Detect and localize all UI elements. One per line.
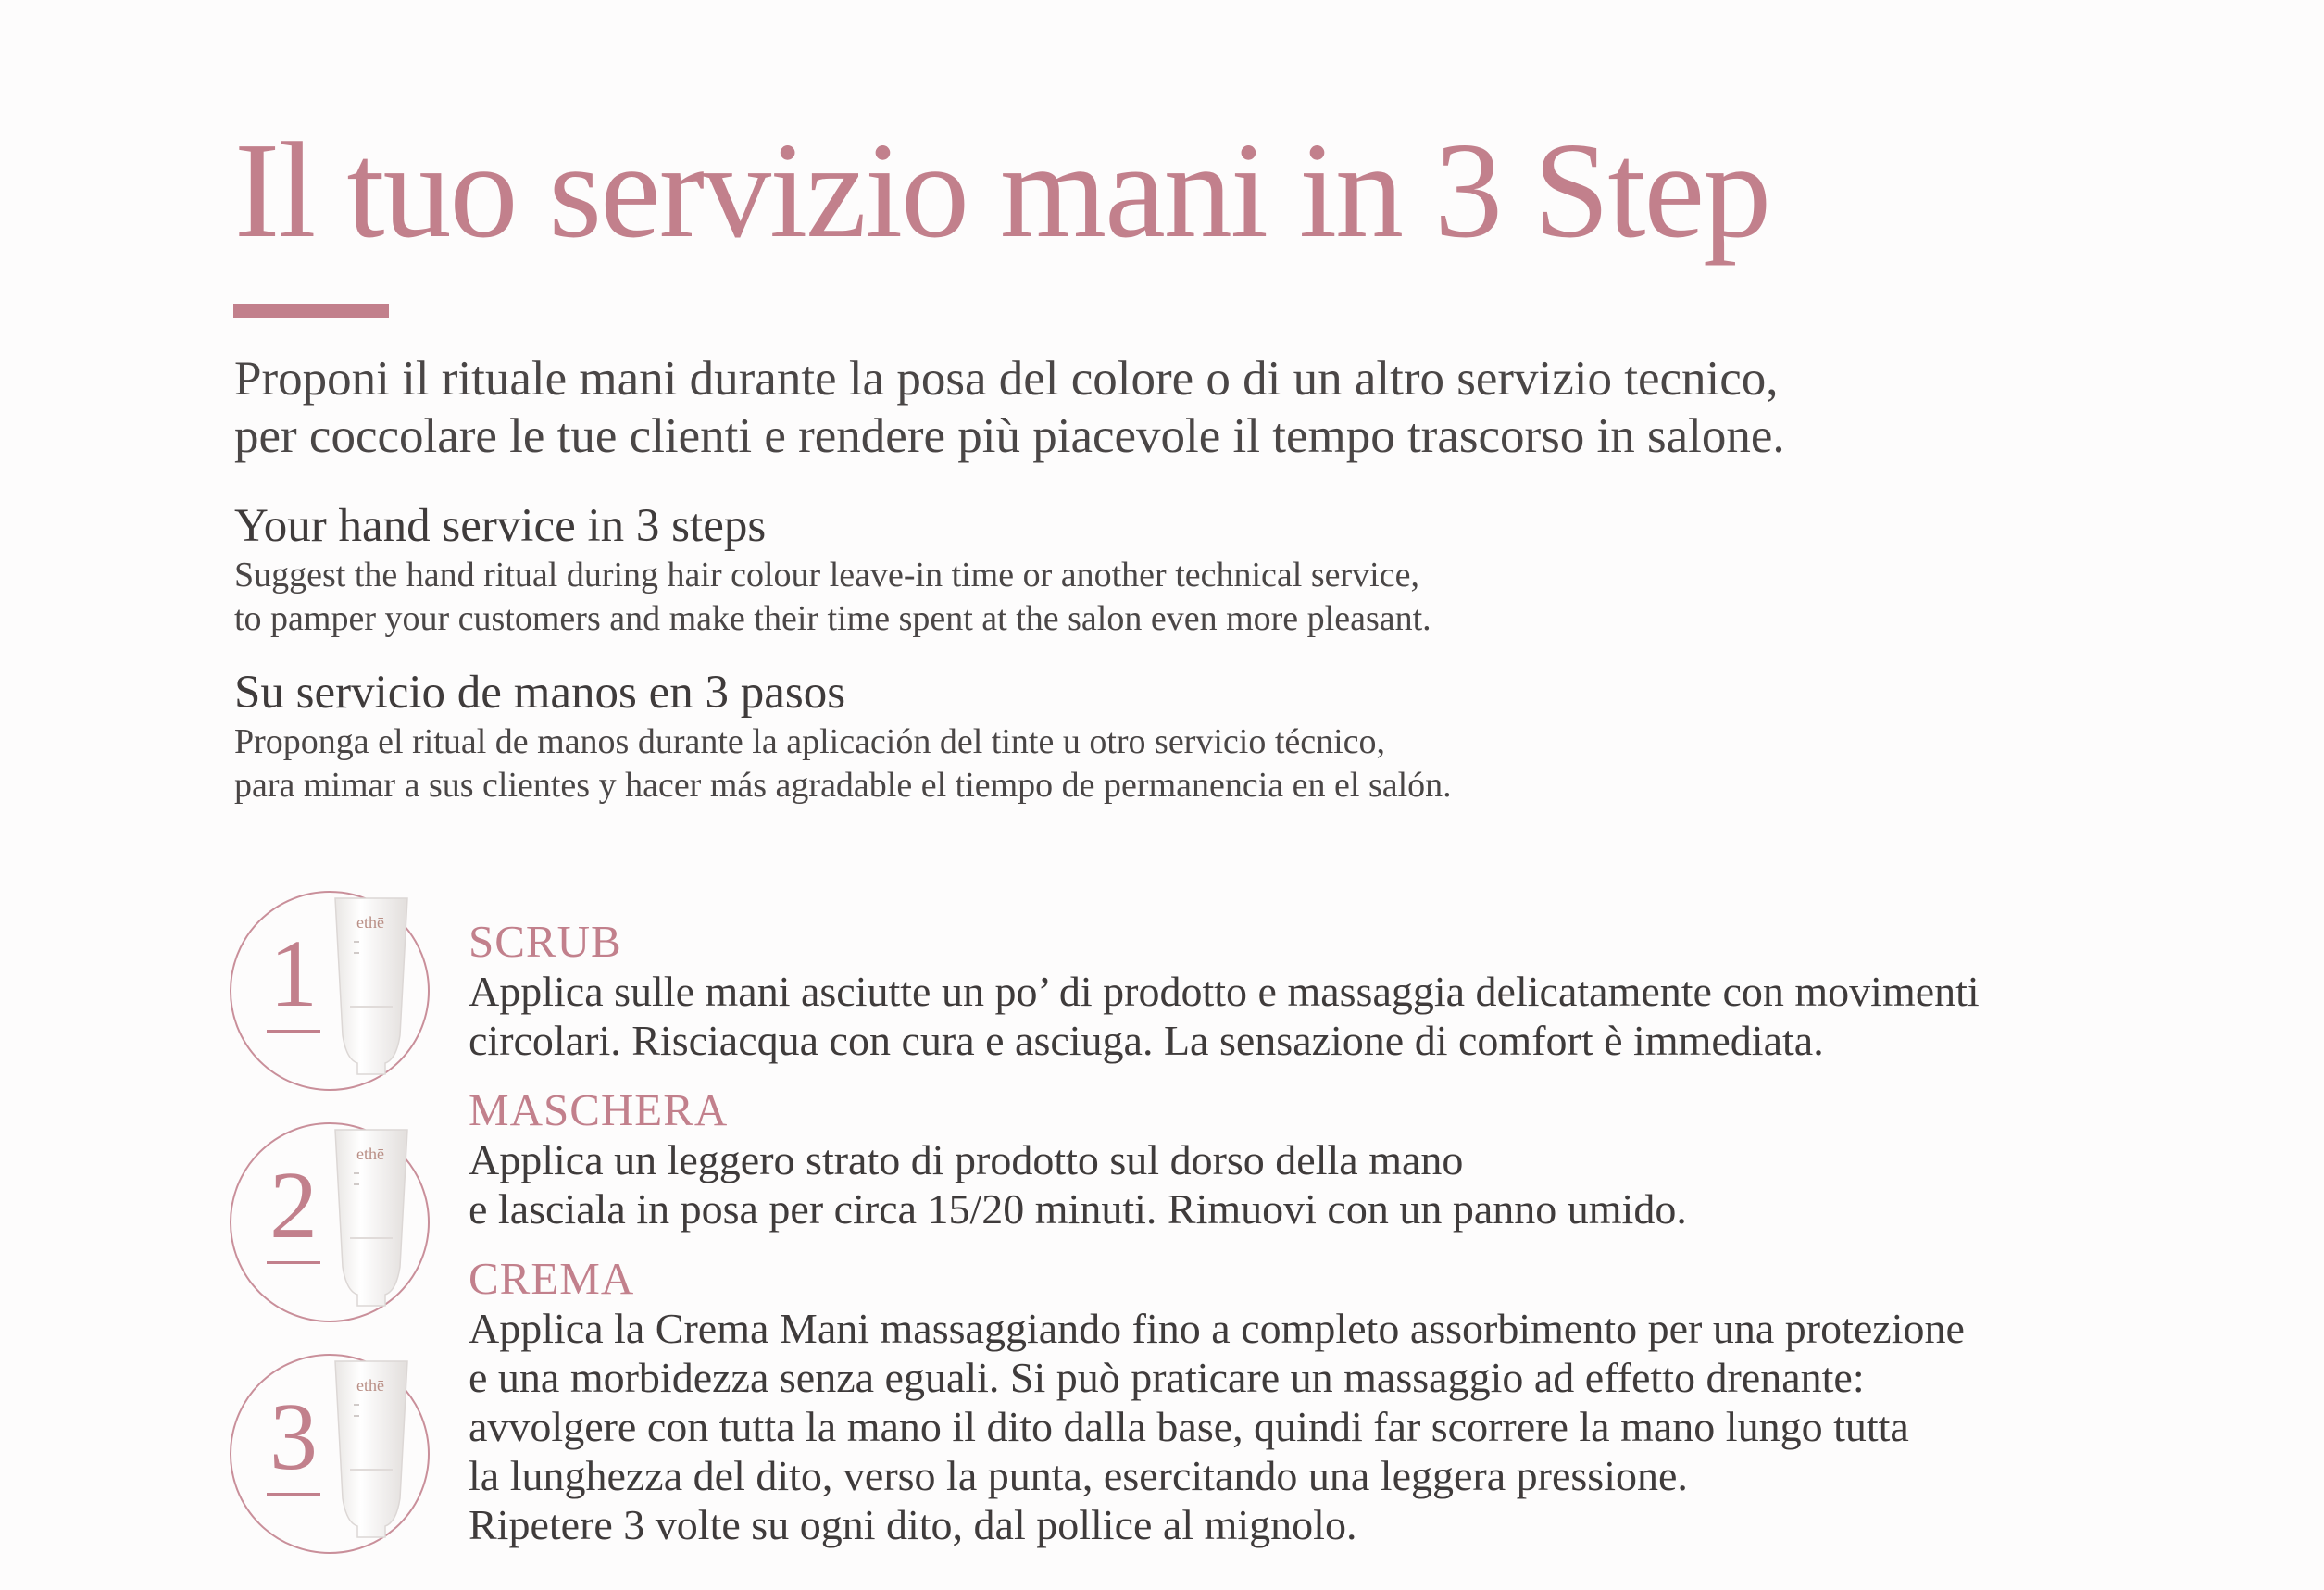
step-number-underline xyxy=(267,1261,320,1264)
step-line: la lunghezza del dito, verso la punta, esercitando una leggera pressione. xyxy=(469,1452,1688,1499)
product-tube-icon xyxy=(331,1359,411,1539)
step-line: e una morbidezza senza eguali. Si può praticare un massaggio ad effetto drenante: xyxy=(469,1354,1865,1401)
intro-line: per coccolare le tue clienti e rendere più piacevole il tempo trascorso in salone. xyxy=(234,409,1785,463)
spanish-text xyxy=(234,720,1993,808)
product-tube-icon xyxy=(331,896,411,1076)
spanish-line: para mimar a sus clientes y hacer más agradable el tiempo de permanencia en el salón. xyxy=(234,766,1452,805)
step-2-badge xyxy=(230,1122,430,1322)
step-text xyxy=(469,1304,2135,1549)
step-line: e lasciala in posa per circa 15/20 minuti. Rimuovi con un panno umido. xyxy=(469,1185,1687,1233)
intro-line: Proponi il rituale mani durante la posa del colore o di un altro servizio tecnico, xyxy=(234,352,1779,406)
step-line: Applica la Crema Mani massaggiando fino a completo assorbimento per una protezione xyxy=(469,1305,1965,1352)
step-line: Applica un leggero strato di prodotto sul dorso della mano xyxy=(469,1136,1464,1183)
spanish-line: Proponga el ritual de manos durante la aplicación del tinte u otro servicio técnico, xyxy=(234,722,1386,761)
product-tube-icon xyxy=(331,1128,411,1308)
english-line: Suggest the hand ritual during hair colour leave-in time or another technical service, xyxy=(234,556,1419,595)
step-title: MASCHERA xyxy=(469,1084,729,1135)
step-line: circolari. Risciacqua con cura e asciuga. La sensazione di comfort è immediata. xyxy=(469,1017,1824,1064)
brand-label: ethē xyxy=(356,913,384,932)
step-number-underline xyxy=(267,1493,320,1496)
step-line: Ripetere 3 volte su ogni dito, dal pollice al mignolo. xyxy=(469,1501,1357,1548)
brand-label: ethē xyxy=(356,1145,384,1163)
step-1-badge xyxy=(230,891,430,1091)
step-1 xyxy=(469,917,2135,1065)
step-title: CREMA xyxy=(469,1253,635,1304)
english-section xyxy=(234,498,1993,641)
step-number: 3 xyxy=(269,1383,318,1490)
english-title: Your hand service in 3 steps xyxy=(234,500,767,552)
step-text xyxy=(469,1135,2135,1233)
step-3 xyxy=(469,1254,2135,1549)
step-number: 2 xyxy=(269,1152,318,1258)
step-title: SCRUB xyxy=(469,916,622,967)
spanish-section xyxy=(234,665,1993,808)
page-title: Il tuo servizio mani in 3 Step xyxy=(234,115,1770,267)
english-text xyxy=(234,554,1993,641)
step-text xyxy=(469,967,2135,1065)
intro-text xyxy=(234,350,1993,465)
step-number-underline xyxy=(267,1030,320,1033)
step-line: Applica sulle mani asciutte un po’ di prodotto e massaggia delicatamente con movimenti xyxy=(469,968,1980,1015)
spanish-title: Su servicio de manos en 3 pasos xyxy=(234,667,846,719)
step-number: 1 xyxy=(269,920,318,1027)
title-underline xyxy=(233,304,389,318)
step-3-badge xyxy=(230,1354,430,1554)
step-line: avvolgere con tutta la mano il dito dalla base, quindi far scorrere la mano lungo tutta xyxy=(469,1403,1909,1450)
english-line: to pamper your customers and make their time spent at the salon even more pleasant. xyxy=(234,599,1431,638)
brand-label: ethē xyxy=(356,1376,384,1395)
step-2 xyxy=(469,1085,2135,1233)
